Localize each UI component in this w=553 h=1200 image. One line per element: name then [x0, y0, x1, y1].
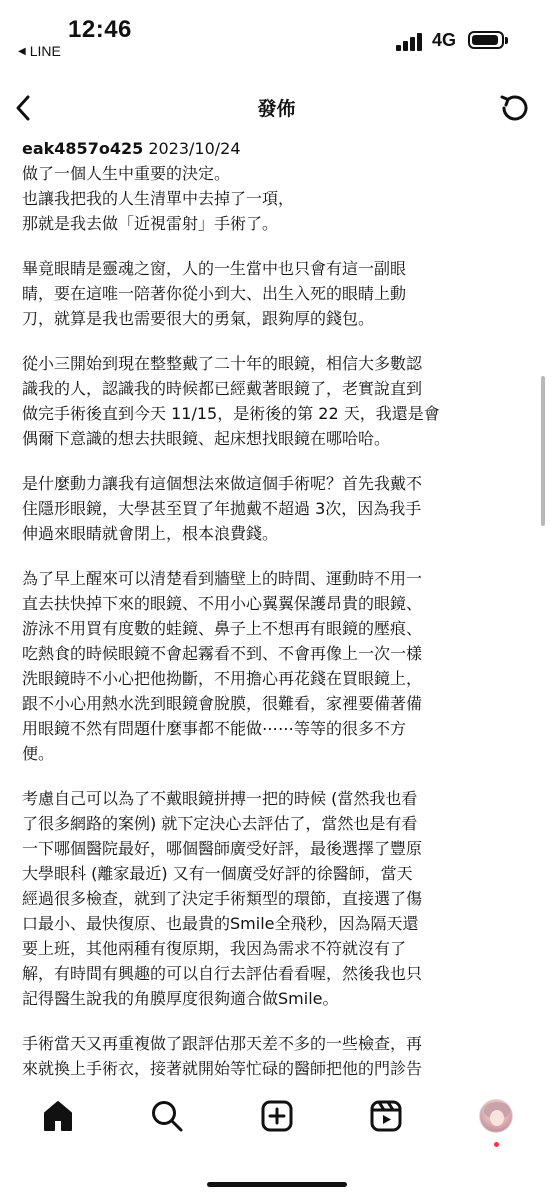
- profile-avatar: [479, 1099, 513, 1133]
- create-post-icon: [260, 1099, 294, 1133]
- network-type: 4G: [432, 30, 457, 50]
- caption-paragraph: [22, 351, 534, 451]
- caption-line: 識我的人，認識我的時候都已經戴著眼鏡了，老實說直到: [22, 379, 423, 398]
- caption-line: 是什麼動力讓我有這個想法來做這個手術呢？首先我戴不: [22, 474, 423, 493]
- caption-line: 游泳不用買有度數的蛙鏡、鼻子上不想再有眼鏡的壓痕、: [22, 619, 423, 638]
- caption-line: 解，有時間有興趣的可以自行去評估看看喔，然後我也只: [22, 964, 423, 983]
- page-title: 發佈: [257, 98, 296, 120]
- caption-paragraph: [22, 786, 534, 1011]
- refresh-icon: [494, 88, 534, 128]
- notification-dot: [494, 1142, 499, 1147]
- caption-line: 要上班，其他兩種有復原期，我因為需求不符就沒有了: [22, 939, 407, 958]
- bottom-nav: [0, 1082, 553, 1200]
- nav-reels[interactable]: [366, 1096, 406, 1136]
- post-date: 2023/10/24: [148, 139, 241, 158]
- caption-line: 了很多網路的案例) 就下定決心去評估了，當然也是有看: [22, 814, 418, 833]
- caption-paragraph: [22, 566, 534, 766]
- post-author-line: [22, 136, 534, 161]
- cellular-signal-icon: [396, 33, 426, 51]
- caption-line: 為了早上醒來可以清楚看到牆壁上的時間、運動時不用一: [22, 569, 423, 588]
- back-to-app-link[interactable]: [18, 43, 61, 59]
- caption-paragraph: [22, 161, 534, 236]
- caption-paragraph: [22, 256, 534, 331]
- caption-line: 也讓我把我的人生清單中去掉了一項，: [22, 189, 295, 208]
- caption-line: 做了一個人生中重要的決定。: [22, 164, 231, 183]
- nav-home[interactable]: [38, 1096, 78, 1136]
- post-caption: [22, 161, 534, 1106]
- caption-line: 直去扶快掉下來的眼鏡、不用小心翼翼保護昂貴的眼鏡、: [22, 594, 423, 613]
- caption-line: 大學眼科 (離家最近) 又有一個廣受好評的徐醫師，當天: [22, 864, 413, 883]
- caption-line: 經過很多檢查，就到了決定手術類型的環節，直接選了傷: [22, 889, 423, 908]
- home-icon: [41, 1099, 75, 1133]
- header: [0, 80, 553, 136]
- caption-line: 偶爾下意識的想去扶眼鏡、起床想找眼鏡在哪哈哈。: [22, 429, 391, 448]
- caption-line: 來就換上手術衣，接著就開始等忙碌的醫師把他的門診告: [22, 1059, 423, 1078]
- caption-line: 刀，就算是我也需要很大的勇氣，跟夠厚的錢包。: [22, 309, 375, 328]
- caption-line: 那就是我去做「近視雷射」手術了。: [22, 214, 279, 233]
- battery-icon: [468, 31, 504, 49]
- status-time: 12:46: [68, 16, 132, 43]
- caption-line: 洗眼鏡時不小心把他拗斷，不用擔心再花錢在買眼鏡上，: [22, 669, 423, 688]
- nav-search[interactable]: [147, 1096, 187, 1136]
- nav-profile[interactable]: [476, 1096, 516, 1136]
- caption-line: 用眼鏡不然有問題什麼事都不能做⋯⋯等等的很多不方: [22, 719, 407, 738]
- reels-icon: [369, 1099, 403, 1133]
- caption-line: 睛，要在這唯一陪著你從小到大、出生入死的眼睛上動: [22, 284, 407, 303]
- caption-line: 手術當天又再重複做了跟評估那天差不多的一些檢查，再: [22, 1034, 423, 1053]
- status-bar: [0, 0, 553, 78]
- caption-line: 跟不小心用熱水洗到眼鏡會脫膜，很難看，家裡要備著備: [22, 694, 423, 713]
- post-author[interactable]: eak4857o425: [22, 139, 144, 158]
- caption-line: 一下哪個醫院最好，哪個醫師廣受好評，最後選擇了豐原: [22, 839, 423, 858]
- caption-line: 住隱形眼鏡，大學甚至買了年拋戴不超過 3次，因為我手: [22, 499, 422, 518]
- refresh-button[interactable]: [494, 88, 534, 128]
- caption-paragraph: [22, 471, 534, 546]
- scrollbar[interactable]: [541, 376, 545, 526]
- caption-line: 記得醫生說我的角膜厚度很夠適合做Smile。: [22, 989, 339, 1008]
- back-triangle-icon: ◀: [18, 45, 26, 57]
- caption-line: 從小三開始到現在整整戴了二十年的眼鏡，相信大多數認: [22, 354, 423, 373]
- search-icon: [150, 1099, 184, 1133]
- caption-line: 畢竟眼睛是靈魂之窗，人的一生當中也只會有這一副眼: [22, 259, 407, 278]
- caption-line: 考慮自己可以為了不戴眼鏡拼搏一把的時候 (當然我也看: [22, 789, 418, 808]
- caption-line: 做完手術後直到今天 11/15，是術後的第 22 天，我還是會: [22, 404, 440, 423]
- caption-line: 吃熱食的時候眼鏡不會起霧看不到、不會再像上一次一樣: [22, 644, 423, 663]
- back-app-label: LINE: [29, 43, 61, 59]
- home-indicator[interactable]: [207, 1182, 347, 1187]
- post-content: [22, 136, 534, 1082]
- caption-line: 口最小、最快復原、也最貴的Smile全飛秒，因為隔天還: [22, 914, 419, 933]
- caption-line: 便。: [22, 744, 55, 763]
- caption-line: 伸過來眼睛就會閉上，根本浪費錢。: [22, 524, 279, 543]
- nav-create[interactable]: [257, 1096, 297, 1136]
